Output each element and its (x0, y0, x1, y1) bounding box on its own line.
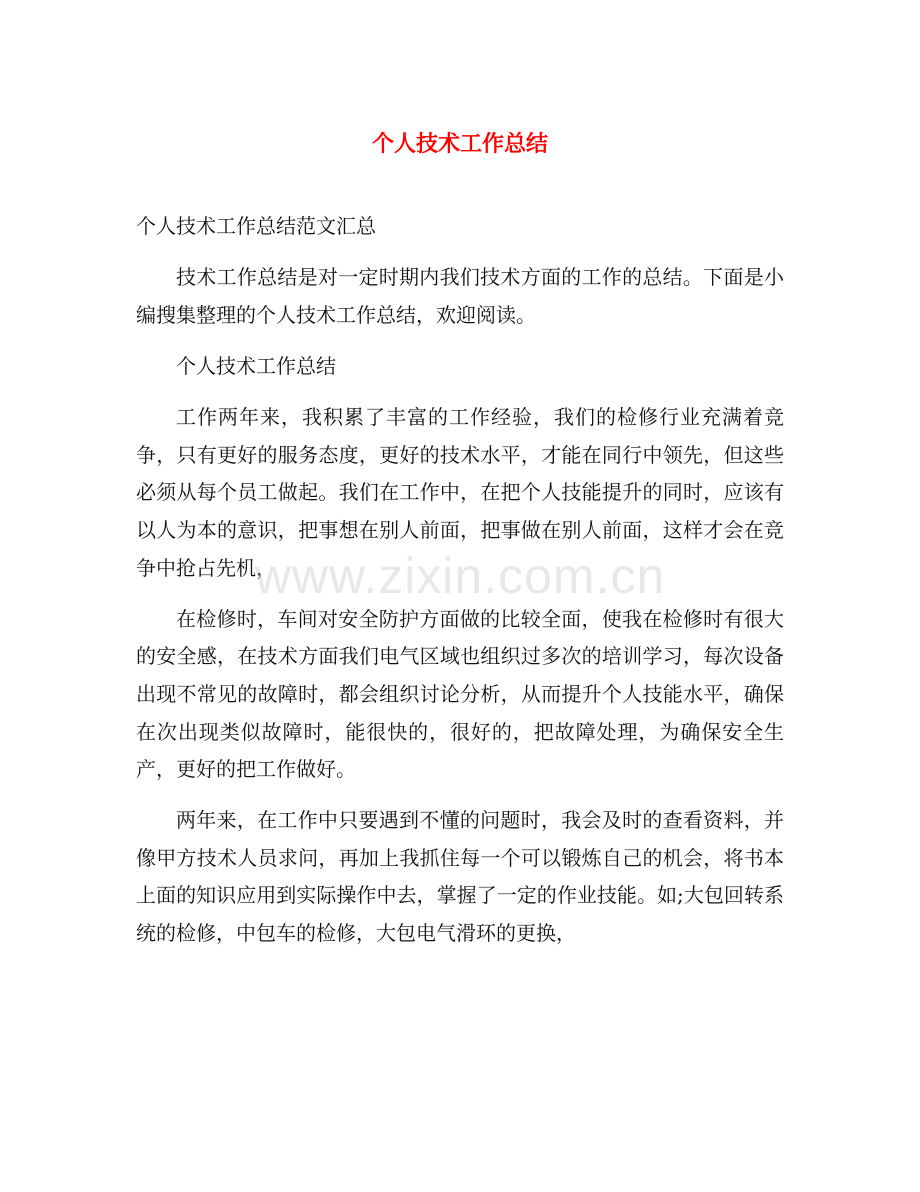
subtitle-paragraph: 个人技术工作总结范文汇总 (136, 214, 376, 238)
intro-paragraph: 技术工作总结是对一定时期内我们技术方面的工作的总结。下面是小编搜集整理的个人技术工作总结，欢迎阅读。 (136, 265, 784, 327)
body-paragraph-2: 在检修时，车间对安全防护方面做的比较全面，使我在检修时有很大的安全感，在技术方面我们电气区域也组织过多次的培训学习，每次设备出现不常见的故障时，都会组织讨论分析，从而提升个人技能水平，确保在次出现类似故障时，能很快的，很好的，把故障处理，为确保安全生产，更好的把工作做好。 (136, 606, 784, 782)
watermark: www.zixin.com.cn (254, 548, 666, 604)
body-paragraph-3: 两年来，在工作中只要遇到不懂的问题时，我会及时的查看资料，并像甲方技术人员求问，再加上我抓住每一个可以锻炼自己的机会，将书本上面的知识应用到实际操作中去，掌握了一定的作业技能。如;大包回转系统的检修，中包车的检修，大包电气滑环的更换， (136, 808, 784, 946)
document-body (136, 208, 784, 966)
page-title: 个人技术工作总结 (371, 131, 548, 157)
body-paragraph-1: 工作两年来，我积累了丰富的工作经验，我们的检修行业充满着竞争，只有更好的服务态度，更好的技术水平，才能在同行中领先，但这些必须从每个员工做起。我们在工作中，在把个人技能提升的同时，应该有以人为本的意识，把事想在别人前面，把事做在别人前面，这样才会在竞争中抢占先机， (136, 405, 784, 580)
section-heading: 个人技术工作总结 (176, 353, 336, 378)
